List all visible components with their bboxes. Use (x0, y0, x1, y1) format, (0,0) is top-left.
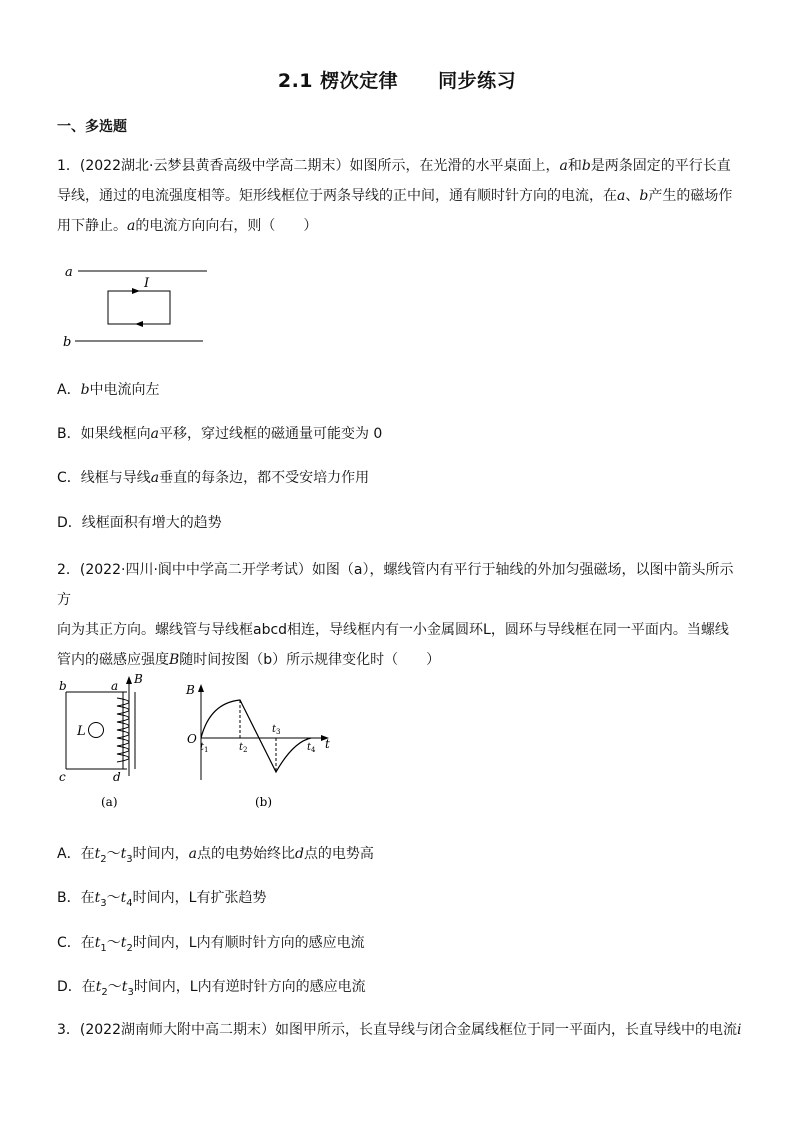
q1-line-2: 导线，通过的电流强度相等。矩形线框位于两条导线的正中间，通有顺时针方向的电流，在a、b产生的磁场作 (57, 188, 733, 204)
q1-figure (60, 258, 220, 353)
svg-text:t4: $t_4$ (307, 742, 316, 754)
q2-option-d[interactable]: D．在$t_2\sim t_3$时间内，L内有逆时针方向的感应电流 (57, 979, 366, 998)
svg-text:t1: $t_1$ (200, 742, 209, 754)
svg-text:t: t (325, 737, 330, 751)
question-2-text (57, 555, 741, 675)
q1-line-1: 1．(2022湖北·云梦县黄香高级中学高二期末）如图所示，在光滑的水平桌面上，a和b是两条固定的平行长直 (57, 158, 731, 174)
svg-text:B: B (134, 672, 143, 686)
q2-line-2: 向为其正方向。螺线管与导线框abcd相连，导线框内有一小金属圆环L，圆环与导线框在同一平面内。当螺线 (57, 622, 729, 638)
title-part2: 同步练习 (438, 70, 517, 92)
question-1-text (57, 151, 741, 241)
svg-text:L: L (77, 724, 86, 739)
svg-text:c: c (59, 770, 66, 784)
svg-text:t3: $t_3$ (272, 724, 281, 736)
q1-option-d[interactable]: D．线框面积有增大的趋势 (57, 515, 222, 531)
caption-a: (a) (101, 795, 118, 809)
wire-b-label: b (63, 335, 72, 350)
rectangular-loop (108, 291, 170, 324)
page-title (0, 66, 794, 93)
caption-b: (b) (255, 795, 273, 809)
q2-option-c[interactable]: C．在$t_1\sim t_2$时间内，L内有顺时针方向的感应电流 (57, 935, 365, 954)
svg-text:a: a (111, 679, 119, 693)
svg-text:d: d (113, 770, 121, 784)
q2-option-a[interactable]: A．在$t_2\sim t_3$时间内，a点的电势始终比d点的电势高 (57, 846, 374, 865)
svg-text:b: b (59, 679, 67, 693)
figure-a (59, 672, 143, 809)
field-arrow-icon (126, 676, 132, 684)
q2-line-3: 管内的磁感应强度B随时间按图（b）所示规律变化时（ ） (57, 652, 441, 668)
figure-b (185, 683, 330, 809)
q1-option-c[interactable]: C．线框与导线a垂直的每条边，都不受安培力作用 (57, 470, 370, 486)
q1-option-b[interactable]: B．如果线框向a平移，穿过线框的磁通量可能变为 0 (57, 426, 383, 442)
b-curve (201, 700, 311, 772)
metal-ring (89, 723, 104, 738)
arrow-top-icon (132, 288, 140, 294)
arrow-bottom-icon (135, 321, 143, 327)
q1-option-a[interactable]: A．b中电流向左 (57, 382, 160, 398)
svg-text:O: O (187, 732, 197, 746)
section-heading: 一、多选题 (57, 119, 127, 135)
title-part1: 2.1 楞次定律 (277, 70, 399, 92)
current-label: I (144, 276, 150, 291)
q2-figure (55, 668, 345, 816)
svg-text:t2: $t_2$ (239, 742, 248, 754)
q2-option-b[interactable]: B．在$t_3\sim t_4$时间内，L有扩张趋势 (57, 890, 267, 909)
svg-text:B: B (186, 683, 195, 697)
q1-line-3: 用下静止。a的电流方向向右，则（ ） (57, 218, 318, 234)
question-3-text: 3．(2022湖南师大附中高二期末）如图甲所示，长直导线与闭合金属线框位于同一平面内，长直导线中的电流i (57, 1022, 742, 1038)
q2-line-1: 2．(2022·四川·阆中中学高二开学考试）如图（a），螺线管内有平行于轴线的外加匀强磁场，以图中箭头所示方 (57, 562, 734, 608)
wire-a-label: a (65, 265, 73, 280)
